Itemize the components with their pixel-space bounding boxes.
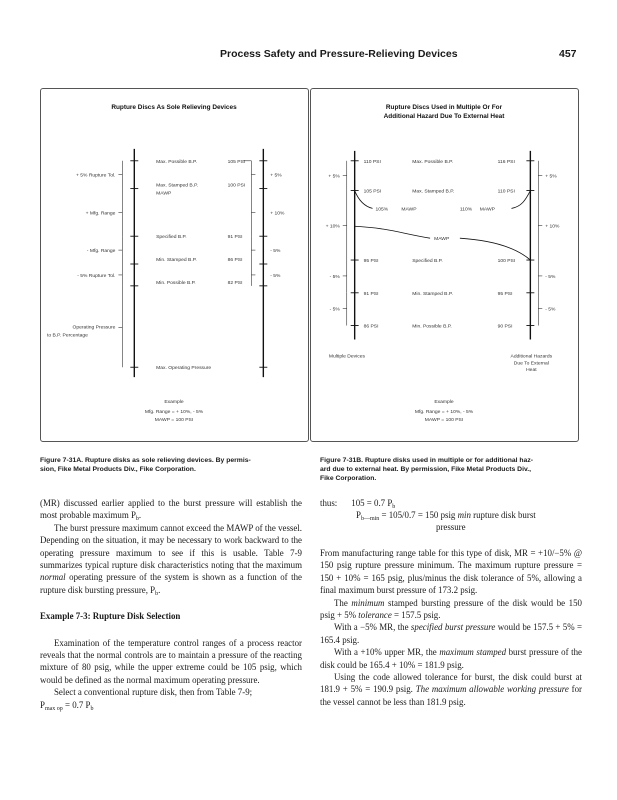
bottom-left-label: Multiple Devices — [328, 354, 365, 360]
equation-block: thus: 105 = 0.7 $P_b$ $P_{b—min} = 105/0.7 = 150$ psig min rupture disk burst pressure — [320, 498, 536, 532]
example-line: Mfg. Range = + 10%, - 5% — [414, 409, 474, 415]
figure-b-caption — [320, 456, 594, 483]
caption-line: Figure 7-31B. Rupture disks used in multiple or for additional haz- — [320, 457, 533, 464]
row-label: Max. Stamped B.P. — [156, 183, 199, 189]
left-value: 95 PSI — [363, 259, 379, 265]
left-value: 105% — [375, 207, 389, 213]
figure-a-title: Rupture Discs As Sole Relieving Devices — [111, 104, 237, 112]
row-label: Max. Possible B.P. — [156, 159, 198, 165]
left-value: 110 PSI — [363, 159, 381, 165]
right-value: 95 PSI — [497, 291, 513, 297]
row-label: MAWP — [401, 207, 417, 213]
example-title: Example — [164, 399, 184, 405]
page-number: 457 — [559, 48, 577, 60]
row-label: MAWP — [156, 191, 172, 197]
row-value: 100 PSI — [227, 183, 246, 189]
row-label: Specified B.P. — [156, 235, 187, 241]
row-label: Max. Stamped B.P. — [412, 189, 455, 195]
example-title: Example — [434, 399, 454, 405]
figure-a-diagram — [41, 89, 308, 441]
left-label: + Mfg. Range — [85, 211, 116, 217]
left-value: 105 PSI — [363, 189, 382, 195]
right-column — [320, 497, 582, 708]
right-tol: + 5% — [545, 174, 557, 180]
caption-line: ard due to external heat. By permission, Fike Metal Products Div., — [320, 466, 532, 473]
row-label: Specified B.P. — [412, 259, 443, 265]
right-label: - 5% — [270, 273, 281, 279]
right-tol: + 10% — [545, 224, 560, 230]
row-label: Max. Possible B.P. — [412, 159, 454, 165]
left-label: to B.P. Percentage — [46, 333, 88, 339]
left-column — [40, 497, 302, 711]
row-label: Min. Stamped B.P. — [156, 258, 197, 264]
left-tol: - 5% — [329, 274, 340, 280]
row-value: 82 PSI — [227, 280, 243, 286]
right-value: 116 PSI — [497, 159, 515, 165]
figure-b-title: Rupture Discs Used in Multiple Or For — [385, 104, 503, 112]
bottom-right-label: Additional Hazards — [510, 354, 553, 360]
example-line: MAWP = 100 PSI — [154, 417, 194, 423]
row-label: Min. Possible B.P. — [156, 280, 196, 286]
figure-b-diagram — [311, 89, 578, 441]
row-label: Max. Operating Pressure — [156, 366, 212, 372]
right-tol: - 5% — [545, 307, 556, 313]
right-value: 110 PSI — [497, 189, 515, 195]
right-tol: - 5% — [545, 274, 556, 280]
paragraph: Examination of the temperature control ranges of a process reactor reveals that the normal controls are to maintain a pressure of the reacting mixture of 80 psig, while the upper extreme could be 105 psig, which would be defined as the normal maximum operating pressure. — [40, 637, 302, 685]
left-label: Operating Pressure — [72, 325, 116, 331]
figure-7-31b — [310, 88, 579, 442]
figure-b-title: Additional Hazard Due To External Heat — [383, 113, 505, 121]
row-label: MAWP — [434, 237, 450, 243]
right-label: + 5% — [270, 173, 282, 179]
left-label: - Mfg. Range — [86, 249, 116, 255]
row-label: Min. Stamped B.P. — [412, 291, 453, 297]
left-tol: + 10% — [325, 224, 340, 230]
paragraph: Select a conventional rupture disk, then from Table 7-9; — [54, 687, 253, 698]
right-label: - 5% — [270, 249, 281, 255]
figure-7-31a — [40, 88, 309, 442]
row-label: Min. Possible B.P. — [412, 324, 452, 330]
figure-a-caption — [40, 456, 312, 474]
paragraph: From manufacturing range table for this type of disk, MR = +10/−5% @ 150 psig rupture pressure minimum. The maximum rupture pressure = 150 + 10% = 165 psig, plus/minus the disk tolerance of 5%, allowing a final maximum burst pressure of 173.2 psig. — [320, 548, 582, 596]
row-value: 91 PSI — [227, 235, 243, 241]
equation: $P_{max op} = 0.7$ $P_b$ — [40, 699, 94, 712]
example-heading: Example 7-3: Rupture Disk Selection — [40, 611, 181, 622]
paragraph: The minimum stamped bursting pressure of the disk would be 150 psig + 5% tolerance = 157.5 psig. — [320, 597, 582, 621]
bottom-right-label: Heat — [526, 368, 537, 374]
right-value: 110% — [459, 207, 473, 213]
paragraph: With a +10% upper MR, the maximum stamped burst pressure of the disk could be 165.4 + 10% = 181.9 psig. — [320, 647, 582, 670]
row-value: 105 PSI — [227, 159, 246, 165]
left-value: 91 PSI — [363, 291, 379, 297]
example-line: MAWP = 100 PSI — [424, 417, 464, 423]
caption-line: Fike Corporation. — [320, 475, 377, 482]
running-header: Process Safety and Pressure-Relieving Devices — [220, 48, 458, 60]
paragraph: The burst pressure maximum cannot exceed the MAWP of the vessel. Depending on the situation, it may be necessary to work backward to the operating pressure maximum to see if this is usable. Table 7-9 summarizes typical rupture disk characteristics noting that the maximum normal operating pressure of the system is shown as a function of the rupture disk bursting pressure, $P_b$. — [40, 522, 302, 597]
row-value: 86 PSI — [227, 258, 243, 264]
row-label: MAWP — [479, 207, 495, 213]
caption-line: sion, Fike Metal Products Div., Fike Corporation. — [40, 466, 196, 473]
paragraph: (MR) discussed earlier applied to the burst pressure will establish the most probable maximum $P_b$. — [40, 498, 302, 523]
paragraph: Using the code allowed tolerance for burst, the disk could burst at 181.9 + 5% = 190.9 psig. The maximum allowable working pressure for the vessel cannot be less than 181.9 psig. — [320, 672, 582, 707]
left-label: - 5% Rupture Tol. — [77, 273, 116, 279]
right-value: 90 PSI — [497, 324, 513, 330]
left-tol: + 5% — [328, 174, 340, 180]
left-value: 86 PSI — [363, 324, 379, 330]
left-tol: - 5% — [329, 307, 340, 313]
bottom-right-label: Due To External — [513, 361, 549, 367]
right-label: + 10% — [270, 211, 285, 217]
paragraph: With a −5% MR, the specified burst pressure would be 157.5 + 5% = 165.4 psig. — [320, 622, 582, 645]
right-value: 100 PSI — [497, 259, 516, 265]
left-label: + 5% Rupture Tol. — [76, 173, 116, 179]
example-line: Mfg. Range = + 10%, - 5% — [144, 409, 204, 415]
caption-line: Figure 7-31A. Rupture disks as sole relieving devices. By permis- — [40, 457, 251, 464]
